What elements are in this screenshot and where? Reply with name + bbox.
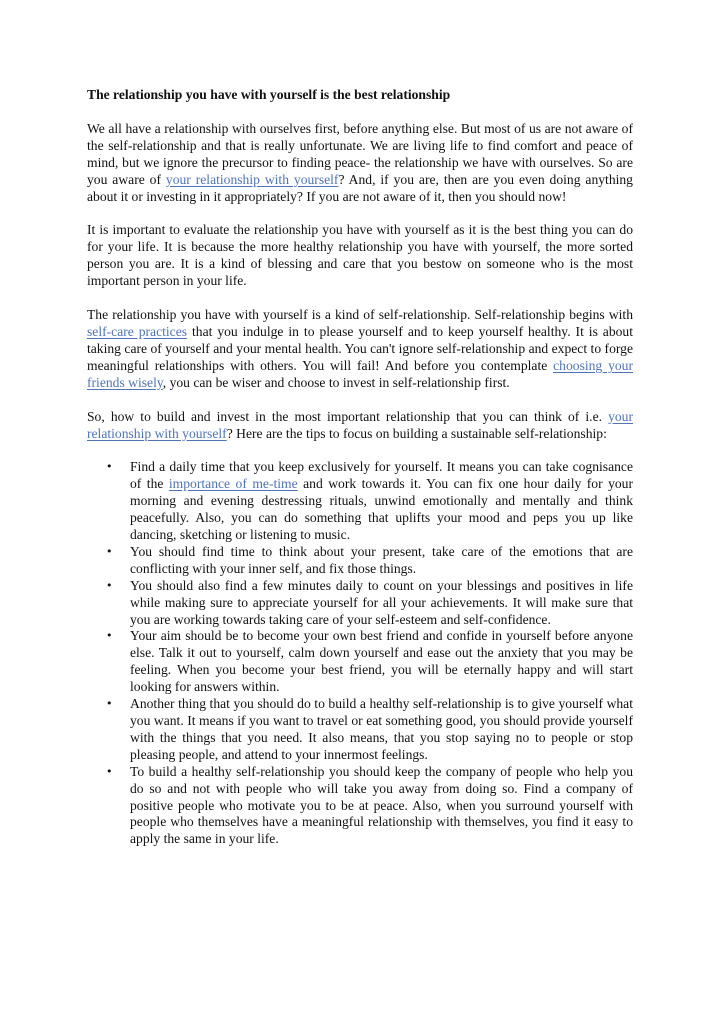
paragraph-text: ? And, if you are, then are you even doing anything about it or investing in it appropriately? If you are not aware of it, then you should now! <box>87 171 633 204</box>
list-item-text: You should find time to think about your present, take care of the emotions that are conflicting with your inner self, and fix those things. <box>130 543 633 576</box>
list-item-text: Your aim should be to become your own best friend and confide in yourself before anyone else. Talk it out to yourself, calm down yourself and ease out the anxiety that you may be feeling. When you become your best friend, you will be eternally happy and will start looking for answers within. <box>130 628 633 695</box>
document-title: The relationship you have with yourself is the best relationship <box>87 87 451 102</box>
list-item <box>106 696 633 764</box>
paragraph-text: So, how to build and invest in the most important relationship that you can think of i.e. <box>87 408 609 424</box>
list-item <box>106 543 633 578</box>
paragraph-intro <box>87 121 633 206</box>
paragraph-text: , you can be wiser and choose to invest in self-relationship first. <box>162 374 510 390</box>
link-self-care-practices[interactable]: self-care practices <box>87 323 188 339</box>
bullet-icon: • <box>106 460 113 474</box>
link-relationship-with-yourself[interactable]: your relationship with yourself <box>165 171 339 187</box>
list-item-text: and work towards it. You can fix one hour daily for your morning and evening destressing rituals, unwind emotionally and mentally and think peacefully. Also, you can do something that uplifts your mood and peps you up like dancing, sketching or listening to music. <box>130 476 633 543</box>
paragraph-how-to-build <box>87 409 633 443</box>
list-item-text: Another thing that you should do to build a healthy self-relationship is to give yourself what you want. It means if you want to travel or eat something good, you should provide yourself with the things that you need. It also means, that you stop saying no to people or stop pleasing people, and attend to your innermost feelings. <box>130 696 633 762</box>
paragraph-importance: It is important to evaluate the relationship you have with yourself as it is the best thing you can do for your life. It is because the more healthy relationship you have with yourself, the more sorted person you are. It is a kind of blessing and care that you bestow on someone who is the most important person in your life. <box>87 222 633 289</box>
link-importance-of-me-time[interactable]: importance of me-time <box>168 476 298 492</box>
tips-list <box>87 459 633 848</box>
list-item-text: To build a healthy self-relationship you should keep the company of people who help you do so and not with people who will take you away from doing so. Find a company of positive people who motivate you to be at peace. Also, when you surround yourself with people who themselves have a meaningful relationship with themselves, you find it easy to apply the same in your life. <box>130 763 633 847</box>
list-item <box>106 628 633 696</box>
list-item-text: Find a daily time that you keep exclusively for yourself. It means you can take cognisance of the <box>130 459 633 492</box>
bullet-icon: • <box>106 578 113 592</box>
list-item <box>106 763 633 849</box>
link-choosing-friends-wisely[interactable]: choosing your friends wisely <box>87 357 634 390</box>
bullet-icon: • <box>106 764 113 778</box>
list-item-text: You should also find a few minutes daily to count on your blessings and positives in life while making sure to appreciate yourself for all your achievements. It will make sure that you are working towards taking care of your self-esteem and self-confidence. <box>130 577 633 627</box>
link-relationship-with-yourself-2[interactable]: your relationship with yourself <box>87 408 633 441</box>
bullet-icon: • <box>106 629 113 643</box>
bullet-icon: • <box>106 697 113 711</box>
paragraph-text: The relationship you have with yourself is a kind of self-relationship. Self-relationship begins with <box>87 307 633 323</box>
paragraph-self-relationship <box>87 307 633 392</box>
list-item <box>106 459 633 544</box>
paragraph-text: ? Here are the tips to focus on building a sustainable self-relationship: <box>226 425 607 441</box>
list-item <box>106 577 633 629</box>
bullet-icon: • <box>106 544 113 558</box>
paragraph-text: that you indulge in to please yourself and to keep yourself healthy. It is about taking care of yourself and your mental health. You can't ignore self-relationship and expect to forge meaningful relationships with others. You will fail! And before you contemplate <box>87 323 634 373</box>
paragraph-text: We all have a relationship with ourselves first, before anything else. But most of us are not aware of the self-relationship and that is really unfortunate. We are living life to find comfort and peace of mind, but we ignore the precursor to finding peace- the relationship we have with ourselves. So are you aware of <box>87 120 633 187</box>
